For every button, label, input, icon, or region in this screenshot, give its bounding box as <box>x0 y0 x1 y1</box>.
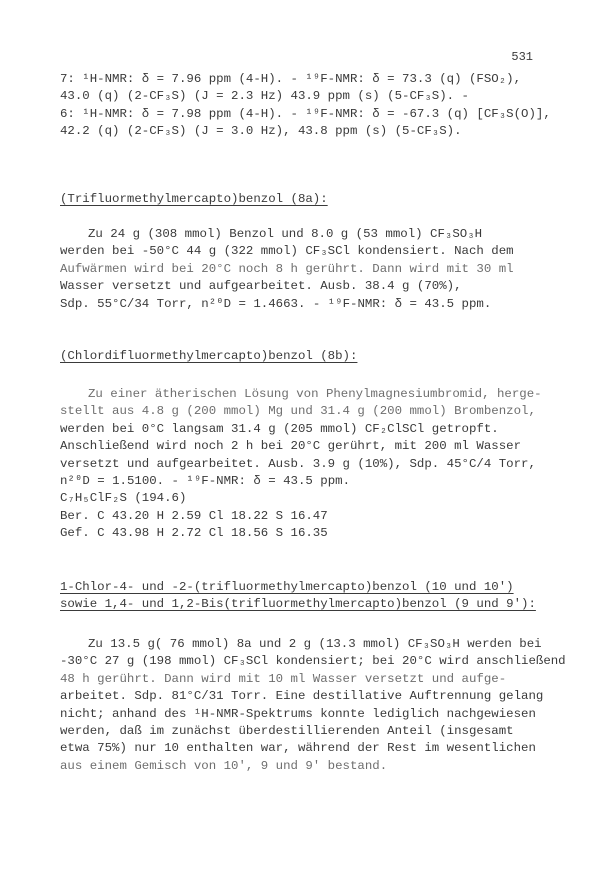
section-paragraph-8a <box>60 226 560 313</box>
section-paragraph-8b <box>60 386 560 543</box>
section-heading-text: sowie 1,4- und 1,2-Bis(trifluormethylmercapto)benzol (9 und 9'): <box>60 597 536 612</box>
paragraph-line: Zu einer ätherischen Lösung von Phenylmagnesiumbromid, herge- <box>88 387 542 401</box>
nmr-data-block <box>60 71 560 141</box>
paragraph-line: -30°C 27 g (198 mmol) CF₃SCl kondensiert; bei 20°C wird anschließend <box>60 654 566 669</box>
nmr-line: 7: ¹H-NMR: δ = 7.96 ppm (4-H). - ¹⁹F-NMR: δ = 73.3 (q) (FSO₂), <box>60 72 522 86</box>
section-heading-text: 1-Chlor-4- und -2-(trifluormethylmercapto)benzol (10 und 10') <box>60 580 514 594</box>
section-heading-8b <box>60 348 560 365</box>
paragraph-line: werden bei 0°C langsam 31.4 g (205 mmol) CF₂ClSCl getropft. <box>60 421 499 436</box>
paragraph-line: Aufwärmen wird bei 20°C noch 8 h gerührt. Dann wird mit 30 ml <box>60 261 514 276</box>
nmr-line: 42.2 (q) (2-CF₃S) (J = 3.0 Hz), 43.8 ppm (s) (5-CF₃S). <box>60 124 462 139</box>
formula-line: C₇H₅ClF₂S (194.6) <box>60 491 187 506</box>
section-heading-8a <box>60 191 560 208</box>
paragraph-line: etwa 75%) nur 10 enthalten war, während der Rest im wesentlichen <box>60 741 536 756</box>
paragraph-line: Zu 13.5 g( 76 mmol) 8a und 2 g (13.3 mmol) CF₃SO₃H werden bei <box>88 637 542 651</box>
paragraph-line: n²⁰D = 1.5100. - ¹⁹F-NMR: δ = 43.5 ppm. <box>60 474 351 489</box>
paragraph-line: 48 h gerührt. Dann wird mit 10 ml Wasser versetzt und aufge- <box>60 671 507 686</box>
nmr-line: 43.0 (q) (2-CF₃S) (J = 2.3 Hz) 43.9 ppm (s) (5-CF₃S). - <box>60 89 469 104</box>
paragraph-line: werden bei -50°C 44 g (322 mmol) CF₃SCl kondensiert. Nach dem <box>60 244 514 259</box>
paragraph-line: Wasser versetzt und aufgearbeitet. Ausb. 38.4 g (70%), <box>60 279 462 294</box>
section-heading-10-9 <box>60 579 560 614</box>
paragraph-line: Sdp. 55°C/34 Torr, n²⁰D = 1.4663. - ¹⁹F-NMR: δ = 43.5 ppm. <box>60 296 492 311</box>
nmr-line: 6: ¹H-NMR: δ = 7.98 ppm (4-H). - ¹⁹F-NMR: δ = -67.3 (q) [CF₃S(O)], <box>60 106 551 121</box>
paragraph-line: versetzt und aufgearbeitet. Ausb. 3.9 g (10%), Sdp. 45°C/4 Torr, <box>60 456 536 471</box>
paragraph-line: stellt aus 4.8 g (200 mmol) Mg und 31.4 g (200 mmol) Brombenzol, <box>60 404 536 419</box>
section-heading-text: (Chlordifluormethylmercapto)benzol (8b): <box>60 349 358 363</box>
paragraph-line: nicht; anhand des ¹H-NMR-Spektrums konnte lediglich nachgewiesen <box>60 706 536 721</box>
paragraph-line: Zu 24 g (308 mmol) Benzol und 8.0 g (53 mmol) CF₃SO₃H <box>88 227 483 241</box>
paragraph-line: aus einem Gemisch von 10', 9 und 9' bestand. <box>60 758 388 773</box>
analysis-found: Gef. C 43.98 H 2.72 Cl 18.56 S 16.35 <box>60 526 328 541</box>
section-paragraph-10-9 <box>60 636 566 775</box>
analysis-calculated: Ber. C 43.20 H 2.59 Cl 18.22 S 16.47 <box>60 508 328 523</box>
paragraph-line: Anschließend wird noch 2 h bei 20°C gerührt, mit 200 ml Wasser <box>60 439 522 454</box>
paragraph-line: arbeitet. Sdp. 81°C/31 Torr. Eine destillative Auftrennung gelang <box>60 689 544 704</box>
paragraph-line: werden, daß im zunächst überdestillierenden Anteil (insgesamt <box>60 724 514 739</box>
section-heading-text: (Trifluormethylmercapto)benzol (8a): <box>60 192 328 206</box>
page-number: 531 <box>511 50 533 64</box>
